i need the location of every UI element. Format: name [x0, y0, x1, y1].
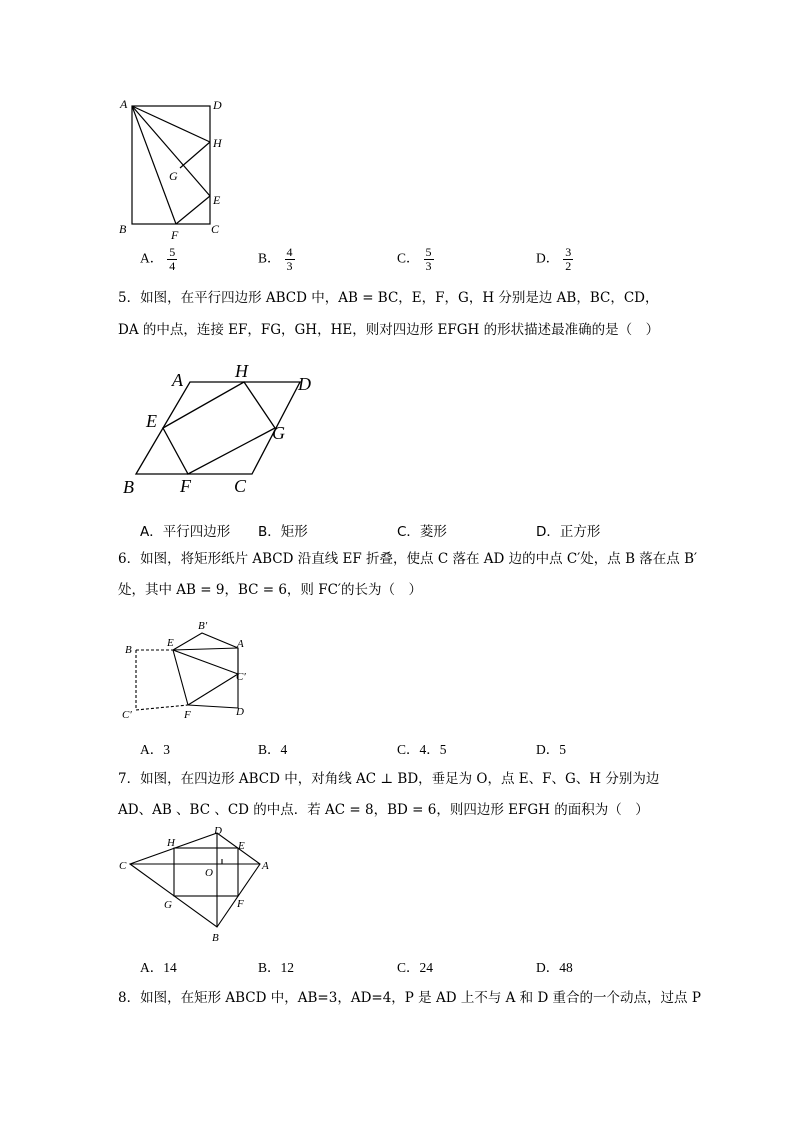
fig7-label-A: A	[262, 860, 269, 872]
fig7-label-H: H	[167, 837, 175, 849]
q5-option-a[interactable]: A．平行四边形	[140, 524, 231, 540]
q6-line-2: 处，其中 AB = 9，BC = 6，则 FC′的长为（ ）	[118, 582, 422, 598]
fig4-label-A: A	[120, 97, 128, 111]
fig4-label-F: F	[171, 228, 179, 242]
q5-option-c[interactable]: C．菱形	[397, 524, 447, 540]
fraction: $\frac{4}{3}$	[286, 245, 293, 273]
fig5-label-B: B	[123, 477, 134, 497]
fraction: $\frac{3}{2}$	[565, 245, 572, 273]
q7-line-1: 7．如图，在四边形 ABCD 中，对角线 AC ⊥ BD，垂足为 O，点 E、F、G、H 分别为边	[118, 771, 660, 787]
fig5-label-C: C	[234, 476, 247, 496]
fig7-label-B: B	[212, 932, 219, 944]
q6-option-a[interactable]: A．3	[140, 742, 170, 757]
fig6-label-Bp: B′	[198, 620, 208, 632]
fig5-label-D: D	[298, 374, 311, 394]
q5-option-b[interactable]: B．矩形	[258, 524, 308, 540]
q5-option-d[interactable]: D．正方形	[536, 524, 601, 540]
fig5-label-H: H	[235, 361, 248, 381]
fraction: $\frac{5}{3}$	[425, 245, 432, 273]
fig4-label-H: H	[213, 136, 222, 150]
fraction: $\frac{5}{4}$	[169, 245, 176, 273]
fig5-label-F: F	[180, 476, 191, 496]
fig7-label-G: G	[164, 899, 172, 911]
q7-option-b[interactable]: B．12	[258, 960, 295, 975]
q5-line-1: 5．如图，在平行四边形 ABCD 中，AB = BC，E，F，G，H 分别是边 AB，BC，CD，	[118, 290, 659, 306]
fig6-label-Cp: C′	[236, 671, 246, 683]
q6-option-c[interactable]: C．4．5	[397, 742, 447, 757]
q4-option-b[interactable]: B． $\frac{4}{3}$	[258, 245, 293, 273]
fig7-label-D: D	[214, 825, 222, 837]
fig6-label-F: F	[184, 709, 191, 721]
fig5-label-A: A	[172, 370, 183, 390]
q6-option-b[interactable]: B．4	[258, 742, 288, 757]
q7-option-a[interactable]: A．14	[140, 960, 177, 975]
fig7-label-F: F	[237, 898, 244, 910]
q5-line-2: DA 的中点，连接 EF，FG，GH，HE，则对四边形 EFGH 的形状描述最准确的是（ ）	[118, 322, 660, 338]
fig6-label-A: A	[237, 638, 244, 650]
q6-option-d[interactable]: D．5	[536, 742, 566, 757]
fig5-label-E: E	[146, 411, 157, 431]
fig6-label-Cp-original: C′	[122, 709, 132, 721]
fig4-label-B: B	[119, 222, 127, 236]
fig5-label-G: G	[272, 423, 285, 443]
q7-option-c[interactable]: C．24	[397, 960, 434, 975]
fig4-label-D: D	[213, 98, 222, 112]
q8-line-1: 8．如图，在矩形 ABCD 中，AB=3，AD=4，P 是 AD 上不与 A 和 D 重合的一个动点，过点 P	[118, 990, 701, 1006]
fig4-label-E: E	[213, 193, 221, 207]
fig6-label-B: B	[125, 644, 132, 656]
fig6-label-D: D	[236, 706, 244, 718]
q7-figure	[114, 824, 274, 946]
fig7-label-C: C	[119, 860, 127, 872]
q4-figure	[110, 92, 240, 242]
fig4-label-C: C	[211, 222, 220, 236]
fig7-label-E: E	[238, 840, 245, 852]
fig4-label-G: G	[169, 169, 178, 183]
q5-figure	[118, 358, 328, 500]
fig7-label-O: O	[205, 867, 213, 879]
q6-figure	[118, 614, 258, 724]
q4-option-a[interactable]: A． $\frac{5}{4}$	[140, 245, 176, 273]
q4-option-c[interactable]: C． $\frac{5}{3}$	[397, 245, 432, 273]
q6-line-1: 6．如图，将矩形纸片 ABCD 沿直线 EF 折叠，使点 C 落在 AD 边的中点 C′处，点 B 落在点 B′	[118, 551, 698, 567]
q7-line-2: AD、AB 、BC 、CD 的中点．若 AC = 8，BD = 6，则四边形 EFGH 的面积为（ ）	[118, 802, 649, 818]
q7-option-d[interactable]: D．48	[536, 960, 573, 975]
q4-option-d[interactable]: D． $\frac{3}{2}$	[536, 245, 572, 273]
fig6-label-E: E	[167, 637, 174, 649]
